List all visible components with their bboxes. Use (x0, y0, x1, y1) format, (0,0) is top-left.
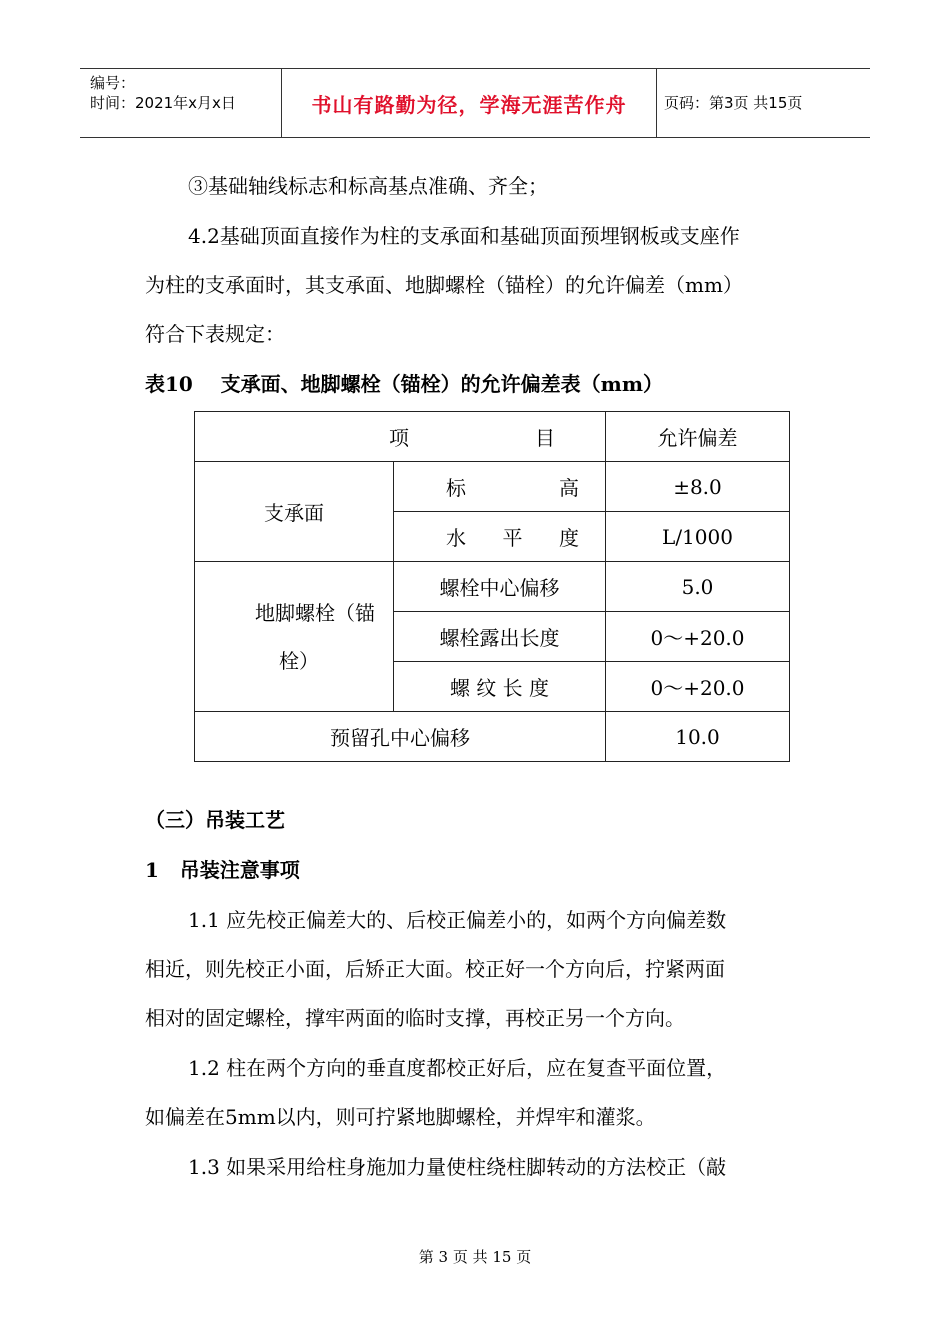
table-caption: 表10 支承面、地脚螺栓（锚栓）的允许偏差表（mm） (145, 372, 664, 396)
table-cell: 螺栓中心偏移 (394, 562, 606, 612)
paragraph-line: 1.3 如果采用给柱身施加力量使柱绕柱脚转动的方法校正（敲 (188, 1155, 727, 1179)
table-cell: 螺栓露出长度 (394, 612, 606, 662)
paragraph-line: 符合下表规定： (145, 322, 285, 346)
group-anchor-bolt (195, 562, 394, 712)
table-cell-value: 0～+20.0 (606, 662, 790, 712)
paragraph-line: 4.2基础顶面直接作为柱的支承面和基础顶面预埋钢板或支座作 (188, 224, 740, 248)
table-row (195, 462, 790, 512)
subsection-title: 1 吊装注意事项 (145, 858, 300, 882)
time-label: 时间：2021年x月x日 (90, 94, 236, 112)
table-cell: 预留孔中心偏移 (195, 712, 606, 762)
page-code: 页码：第3页 共15页 (664, 94, 803, 112)
page-footer: 第 3 页 共 15 页 (418, 1248, 532, 1266)
table-row (195, 712, 790, 762)
table-row (195, 412, 790, 462)
cell-text: 水 (446, 526, 466, 550)
motto: 书山有路勤为径，学海无涯苦作舟 (311, 92, 627, 117)
header-cell-text: 目 (535, 426, 555, 450)
table-row (195, 562, 790, 612)
paragraph-line: 如偏差在5mm以内，则可拧紧地脚螺栓，并焊牢和灌浆。 (145, 1105, 656, 1129)
paragraph-line: 相对的固定螺栓，撑牢两面的临时支撑，再校正另一个方向。 (145, 1006, 685, 1030)
table-header-item (195, 412, 606, 462)
cell-text: 高 (559, 476, 579, 500)
table-cell-value: 10.0 (606, 712, 790, 762)
paragraph-line: 1.2 柱在两个方向的垂直度都校正好后，应在复查平面位置， (188, 1056, 727, 1080)
table-cell: 螺 纹 长 度 (394, 662, 606, 712)
table-header-tolerance: 允许偏差 (606, 412, 790, 462)
paragraph-line: 相近，则先校正小面，后矫正大面。校正好一个方向后，拧紧两面 (145, 957, 725, 981)
cell-text: 标 (446, 476, 466, 500)
cell-text: 栓） (279, 648, 319, 673)
header-cell-text: 项 (389, 426, 409, 450)
cell-text: 度 (559, 526, 579, 550)
header-motto-cell (281, 69, 657, 137)
number-label: 编号： (90, 74, 136, 92)
paragraph-line: 1.1 应先校正偏差大的、后校正偏差小的，如两个方向偏差数 (188, 908, 727, 932)
table-cell-value: ±8.0 (606, 462, 790, 512)
tolerance-table (194, 411, 790, 762)
header-page-cell (656, 69, 870, 137)
paragraph-line: ③基础轴线标志和标高基点准确、齐全； (188, 174, 548, 198)
table-cell-value: L/1000 (606, 512, 790, 562)
header-meta (80, 69, 281, 137)
section-title: （三）吊装工艺 (145, 808, 285, 832)
cell-text: 平 (502, 526, 523, 550)
table-cell-value: 0～+20.0 (606, 612, 790, 662)
cell-text: 地脚螺栓（锚 (255, 600, 375, 625)
paragraph-line: 为柱的支承面时，其支承面、地脚螺栓（锚栓）的允许偏差（mm） (145, 273, 743, 297)
page-header (80, 68, 870, 138)
group-support-surface: 支承面 (195, 462, 394, 562)
table-cell-value: 5.0 (606, 562, 790, 612)
table-cell (394, 512, 606, 562)
table-cell (394, 462, 606, 512)
